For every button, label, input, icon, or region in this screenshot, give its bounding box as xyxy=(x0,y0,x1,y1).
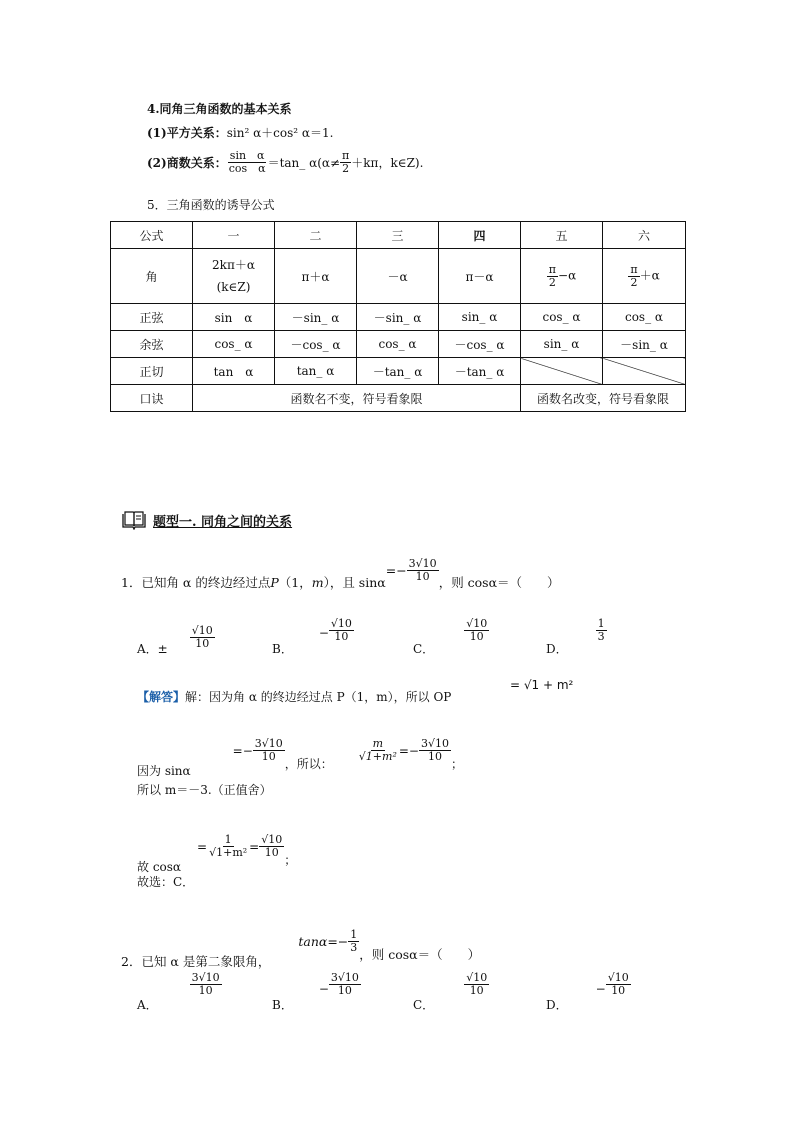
q1-stem-part: m xyxy=(311,574,324,590)
q2-option-a[interactable] xyxy=(137,972,222,1013)
option-num: 3√10 xyxy=(191,971,220,984)
answer-text: ； xyxy=(284,853,297,867)
square-relation-formula: sin² α＋cos² α＝1. xyxy=(226,126,334,140)
question-1-stem xyxy=(121,557,560,594)
table-cell: －cos_ α xyxy=(275,331,357,358)
option-label: A．± xyxy=(137,642,168,656)
square-relation-label: (1)平方关系： xyxy=(147,126,227,140)
frac-den: 10 xyxy=(261,750,276,763)
table-cell: sin_ α xyxy=(439,304,521,331)
angle-cell-text: −α xyxy=(558,268,577,283)
option-fraction xyxy=(596,618,607,642)
row-label: 正切 xyxy=(111,358,193,385)
angle-cell-text: ＋α xyxy=(639,268,660,283)
empty-diagonal-cell xyxy=(603,358,686,385)
type1-heading-text: 题型一. 同角之间的关系 xyxy=(153,514,293,530)
empty-diagonal-cell xyxy=(521,358,603,385)
header-cell: 公式 xyxy=(111,222,193,249)
induction-formula-table xyxy=(110,221,686,412)
q1-option-b[interactable] xyxy=(272,618,354,657)
table-row-angle xyxy=(111,249,686,304)
quotient-fraction xyxy=(227,150,268,174)
table-cell: tan α xyxy=(193,358,275,385)
option-num: √10 xyxy=(330,617,352,630)
book-icon xyxy=(121,510,147,530)
angle-label: 角 xyxy=(111,249,193,304)
option-label: B． xyxy=(272,642,293,656)
frac-num: 3√10 xyxy=(420,737,449,751)
option-label: C． xyxy=(413,998,435,1012)
frac-num: m xyxy=(372,737,384,751)
table-cell: tan_ α xyxy=(275,358,357,385)
frac-den: √1+m² xyxy=(358,750,397,763)
angle-cell xyxy=(603,249,686,304)
table-cell: －tan_ α xyxy=(439,358,521,385)
table-cell: －sin_ α xyxy=(357,304,439,331)
option-sign: − xyxy=(318,626,329,640)
row-label: 正弦 xyxy=(111,304,193,331)
option-den: 10 xyxy=(334,629,349,643)
quotient-den: cos α xyxy=(228,161,266,175)
table-cell: cos_ α xyxy=(193,331,275,358)
answer-text: 解：因为角 α 的终边经过点 P（1，m），所以 OP xyxy=(185,690,452,704)
quotient-eq: ＝tan_ α(α≠ xyxy=(267,155,341,170)
header-cell: 五 xyxy=(521,222,603,249)
header-cell: 一 xyxy=(193,222,275,249)
quotient-relation-label: (2)商数关系： xyxy=(147,155,227,170)
half-pi-num: π xyxy=(548,262,557,276)
option-label: A． xyxy=(137,998,158,1012)
answer-eq: =− xyxy=(232,743,253,758)
table-cell: －tan_ α xyxy=(357,358,439,385)
table-row-sine xyxy=(111,304,686,331)
option-num: √10 xyxy=(466,617,488,630)
option-label: C． xyxy=(413,642,435,656)
frac-den: 10 xyxy=(427,750,442,763)
mnemonic-cell: 函数名不变，符号看象限 xyxy=(193,385,521,412)
q1-frac-num: 3√10 xyxy=(408,557,437,570)
half-pi-den: 2 xyxy=(630,275,638,289)
answer-text: 故 cosα xyxy=(137,860,182,874)
q1-stem-part: 1．已知角 α 的终边经过点 xyxy=(121,575,271,591)
q2-option-b[interactable] xyxy=(272,972,361,1013)
half-pi-num: π xyxy=(630,262,638,276)
half-pi-den: 2 xyxy=(548,275,556,289)
option-sign: − xyxy=(595,982,606,996)
table-row-cosine xyxy=(111,331,686,358)
answer-tag: 【解答】 xyxy=(137,690,186,704)
option-den: 10 xyxy=(198,983,213,997)
option-num: 3√10 xyxy=(330,971,359,984)
q2-frac-num: 1 xyxy=(350,927,358,941)
angle-cell: π＋α xyxy=(275,249,357,304)
type1-heading xyxy=(121,510,292,530)
table-cell: sin_ α xyxy=(521,331,603,358)
q1-frac-den: 10 xyxy=(415,569,430,583)
answer-text: 因为 sinα xyxy=(137,764,191,778)
op-value: = √1 + m² xyxy=(510,678,574,692)
option-label: D． xyxy=(546,998,568,1012)
answer-eq: =− xyxy=(398,743,419,758)
table-cell: －sin_ α xyxy=(275,304,357,331)
table-row-tangent xyxy=(111,358,686,385)
q2-stem-part: 2．已知 α 是第二象限角， xyxy=(121,954,271,969)
option-num: √10 xyxy=(607,971,629,984)
section5-title: 5．三角函数的诱导公式 xyxy=(147,198,275,212)
option-den: 10 xyxy=(611,983,626,997)
quotient-relation xyxy=(147,150,423,174)
q2-frac-den: 3 xyxy=(350,940,358,954)
half-pi-num: π xyxy=(342,149,350,162)
option-den: 3 xyxy=(597,629,605,643)
angle-cell-line: (k∈Z) xyxy=(216,280,251,294)
answer1-line2 xyxy=(137,722,463,779)
half-pi-fraction xyxy=(340,150,351,174)
option-sign: − xyxy=(318,982,329,996)
q1-stem-part: P xyxy=(270,574,279,590)
mnemonic-cell: 函数名改变，符号看象限 xyxy=(521,385,686,412)
q1-stem-part: （1， xyxy=(278,575,312,591)
frac-num: √10 xyxy=(261,833,283,847)
q1-sin-value xyxy=(386,558,439,582)
table-row-mnemonic xyxy=(111,385,686,412)
q1-option-a[interactable] xyxy=(137,618,215,657)
option-label: B． xyxy=(272,998,293,1012)
option-label: D． xyxy=(546,642,568,656)
q1-option-d[interactable] xyxy=(546,618,607,657)
q2-option-c[interactable] xyxy=(413,972,489,1013)
quotient-tail: ＋kπ，k∈Z). xyxy=(351,155,424,170)
q2-tan-label: tanα xyxy=(298,933,328,949)
option-fraction xyxy=(464,618,489,642)
answer-eq: = xyxy=(249,839,260,854)
answer1-line1 xyxy=(137,688,451,705)
frac-num: 1 xyxy=(224,833,232,847)
option-num: 1 xyxy=(597,617,605,630)
option-num: √10 xyxy=(191,624,213,638)
header-cell: 六 xyxy=(603,222,686,249)
table-cell: sin α xyxy=(193,304,275,331)
table-cell: cos_ α xyxy=(357,331,439,358)
option-den: 10 xyxy=(469,629,484,643)
angle-cell: π－α xyxy=(439,249,521,304)
question-2-stem xyxy=(121,912,480,970)
answer-text: ，所以： xyxy=(284,757,333,771)
q2-stem-part: ，则 cosα＝（ ） xyxy=(359,947,481,962)
q2-option-d[interactable] xyxy=(546,972,631,1013)
table-cell: cos_ α xyxy=(521,304,603,331)
frac-den: 10 xyxy=(264,846,279,859)
answer1-line5: 故选：C． xyxy=(137,875,195,889)
answer-text: ； xyxy=(451,757,464,771)
half-pi-den: 2 xyxy=(342,161,350,175)
row-label: 余弦 xyxy=(111,331,193,358)
frac-den: √1+m² xyxy=(209,846,248,859)
table-cell: －sin_ α xyxy=(603,331,686,358)
q1-stem-part: ，则 cosα＝（ ） xyxy=(438,575,560,591)
header-cell: 二 xyxy=(275,222,357,249)
table-header-row xyxy=(111,222,686,249)
angle-cell-line: 2kπ＋α xyxy=(212,258,255,272)
option-den: 10 xyxy=(469,983,484,997)
square-relation xyxy=(147,124,333,141)
frac-num: 3√10 xyxy=(254,737,283,751)
option-num: √10 xyxy=(466,971,488,984)
q1-stem-part: ），且 sinα xyxy=(323,575,386,591)
angle-cell xyxy=(193,249,275,304)
q1-option-c[interactable] xyxy=(413,618,489,657)
answer-eq: = xyxy=(197,839,208,854)
option-fraction xyxy=(329,618,354,642)
option-fraction xyxy=(190,625,215,649)
quotient-num: sin α xyxy=(229,149,265,162)
angle-cell: －α xyxy=(357,249,439,304)
answer1-line4 xyxy=(137,818,296,875)
q2-eq: =− xyxy=(327,933,349,949)
answer1-line3: 所以 m＝－3.（正值舍） xyxy=(137,783,272,797)
option-den: 10 xyxy=(195,637,210,650)
table-cell: －cos_ α xyxy=(439,331,521,358)
option-den: 10 xyxy=(337,983,352,997)
header-cell: 三 xyxy=(357,222,439,249)
section4-title: 4.同角三角函数的基本关系 xyxy=(147,102,292,116)
angle-cell xyxy=(521,249,603,304)
row-label: 口诀 xyxy=(111,385,193,412)
q1-eq: =− xyxy=(385,562,407,578)
header-cell: 四 xyxy=(439,222,521,249)
table-cell: cos_ α xyxy=(603,304,686,331)
